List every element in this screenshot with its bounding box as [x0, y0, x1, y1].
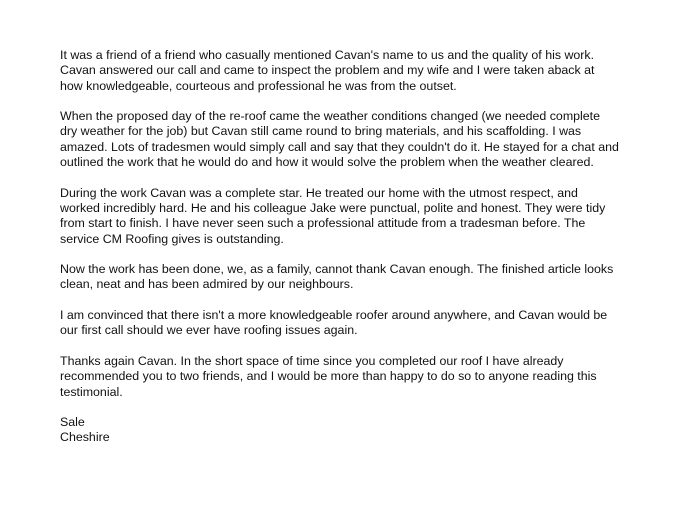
testimonial-letter — [60, 48, 620, 446]
testimonial-paragraph-1: It was a friend of a friend who casually mentioned Cavan's name to us and the quality of his work. Cavan answered our call and came to inspect the problem and my wife and I were taken aback at how knowledgeable, courteous and professional he was from the outset. — [60, 48, 595, 93]
testimonial-paragraph-5: I am convinced that there isn't a more knowledgeable roofer around anywhere, and Cavan would be our first call should we ever have roofing issues again. — [60, 308, 608, 338]
testimonial-paragraph-2: When the proposed day of the re-roof came the weather conditions changed (we needed complete dry weather for the job) but Cavan still came round to bring materials, and his scaffolding. I was amazed. Lots of tradesmen would simply call and say that they couldn't do it. He stayed for a chat and outlined the work that he would do and how it would solve the problem when the weather cleared. — [60, 109, 619, 170]
signoff-location — [60, 415, 620, 446]
signoff-town: Sale — [60, 415, 85, 430]
testimonial-paragraph-3: During the work Cavan was a complete star. He treated our home with the utmost respect, and worked incredibly hard. He and his colleague Jake were punctual, polite and honest. They were tidy from start to finish. I have never seen such a professional attitude from a tradesman before. The service CM Roofing gives is outstanding. — [60, 185, 606, 246]
testimonial-paragraph-4: Now the work has been done, we, as a family, cannot thank Cavan enough. The finished article looks clean, neat and has been admired by our neighbours. — [60, 262, 614, 292]
signoff-county: Cheshire — [60, 430, 110, 445]
testimonial-paragraph-6: Thanks again Cavan. In the short space of time since you completed our roof I have already recommended you to two friends, and I would be more than happy to do so to anyone reading this testimonial. — [60, 353, 597, 399]
